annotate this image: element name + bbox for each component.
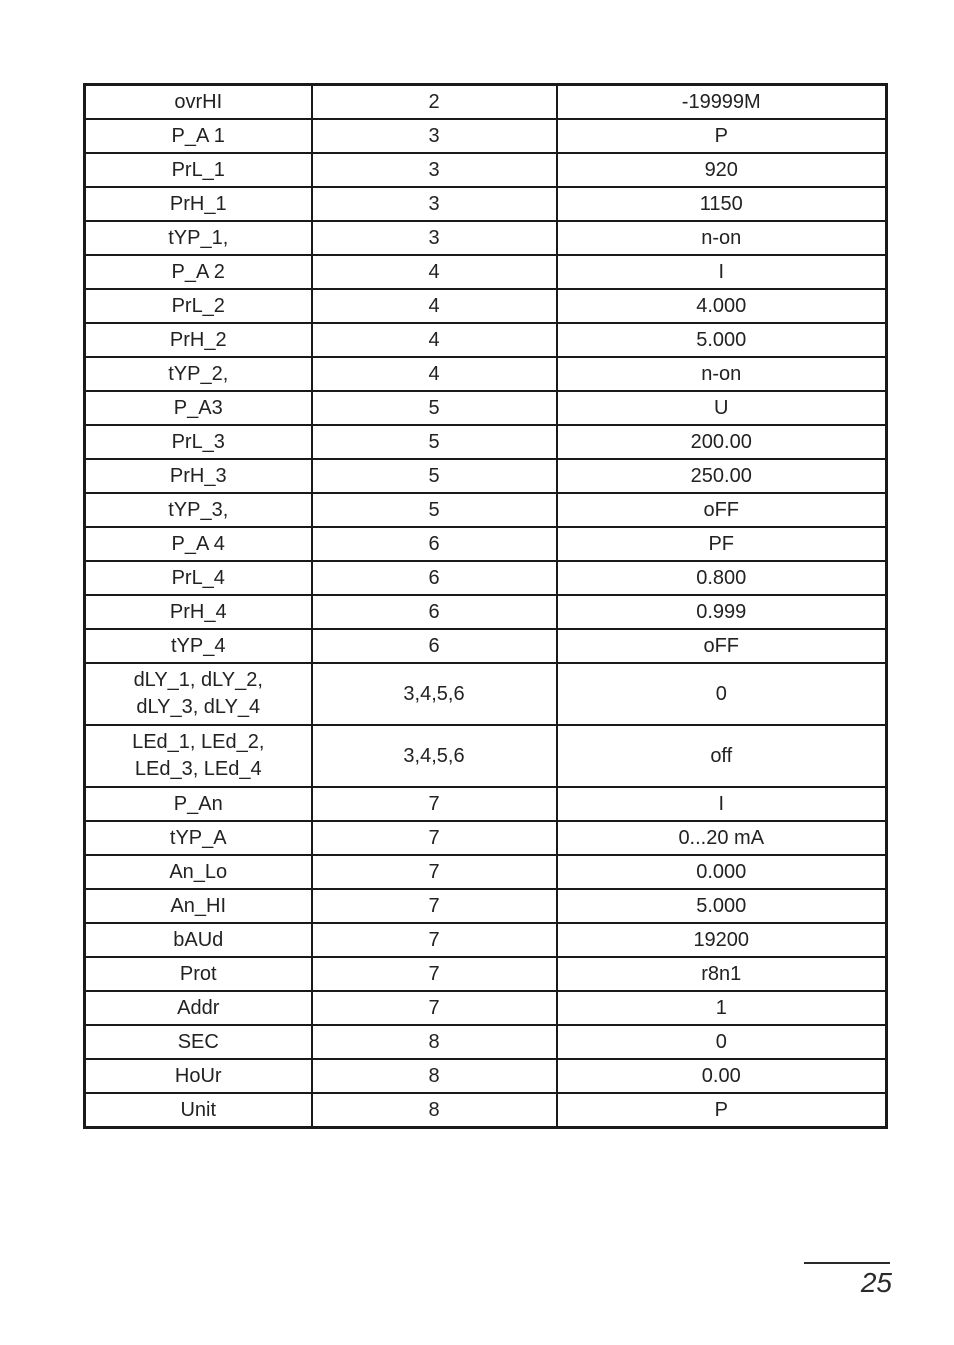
table-row: [85, 493, 887, 527]
param-cell: [85, 663, 312, 725]
param-cell: P_A 4: [85, 527, 312, 561]
parameter-table: [83, 83, 888, 1129]
table-row: [85, 1093, 887, 1128]
table-row: [85, 561, 887, 595]
value-cell: P: [557, 119, 887, 153]
param-cell: bAUd: [85, 923, 312, 957]
step-cell: 6: [312, 595, 557, 629]
value-cell: 1: [557, 991, 887, 1025]
step-cell: 5: [312, 459, 557, 493]
step-cell: 6: [312, 527, 557, 561]
table-row: [85, 391, 887, 425]
param-cell: PrL_1: [85, 153, 312, 187]
step-cell: 5: [312, 493, 557, 527]
param-line: dLY_3, dLY_4: [136, 696, 261, 718]
value-cell: 0.00: [557, 1059, 887, 1093]
param-cell: ovrHI: [85, 85, 312, 120]
param-cell: PrH_4: [85, 595, 312, 629]
step-cell: 4: [312, 289, 557, 323]
table-row: [85, 957, 887, 991]
value-cell: U: [557, 391, 887, 425]
param-cell: tYP_4: [85, 629, 312, 663]
step-cell: 7: [312, 991, 557, 1025]
param-cell: An_Lo: [85, 855, 312, 889]
step-cell: 7: [312, 821, 557, 855]
param-cell: P_A 2: [85, 255, 312, 289]
value-cell: 5.000: [557, 889, 887, 923]
step-cell: 6: [312, 629, 557, 663]
param-line: dLY_1, dLY_2,: [133, 669, 263, 691]
table-row: [85, 221, 887, 255]
table-row: [85, 289, 887, 323]
value-cell: 19200: [557, 923, 887, 957]
table-row: [85, 725, 887, 787]
table-row: [85, 425, 887, 459]
step-cell: 7: [312, 923, 557, 957]
table-row: [85, 85, 887, 120]
param-cell: Addr: [85, 991, 312, 1025]
page-number: 25: [860, 1267, 892, 1298]
table-row: [85, 991, 887, 1025]
value-cell: n-on: [557, 221, 887, 255]
step-cell: 8: [312, 1059, 557, 1093]
value-cell: 0.999: [557, 595, 887, 629]
step-cell: 5: [312, 425, 557, 459]
param-cell: PrL_2: [85, 289, 312, 323]
value-cell: I: [557, 255, 887, 289]
param-cell: SEC: [85, 1025, 312, 1059]
step-cell: 3,4,5,6: [312, 725, 557, 787]
value-cell: 250.00: [557, 459, 887, 493]
table-row: [85, 459, 887, 493]
step-cell: 3: [312, 221, 557, 255]
step-cell: 7: [312, 889, 557, 923]
table-row: [85, 1025, 887, 1059]
value-cell: 0: [557, 1025, 887, 1059]
table-row: [85, 595, 887, 629]
step-cell: 4: [312, 323, 557, 357]
table-row: [85, 255, 887, 289]
value-cell: 1150: [557, 187, 887, 221]
param-cell: tYP_1,: [85, 221, 312, 255]
value-cell: I: [557, 787, 887, 821]
value-cell: 200.00: [557, 425, 887, 459]
table-row: [85, 889, 887, 923]
param-cell: tYP_2,: [85, 357, 312, 391]
param-cell: HoUr: [85, 1059, 312, 1093]
step-cell: 7: [312, 787, 557, 821]
value-cell: 0.800: [557, 561, 887, 595]
step-cell: 3: [312, 187, 557, 221]
param-cell: [85, 725, 312, 787]
param-cell: P_A3: [85, 391, 312, 425]
step-cell: 6: [312, 561, 557, 595]
table-row: [85, 153, 887, 187]
step-cell: 3,4,5,6: [312, 663, 557, 725]
param-cell: Prot: [85, 957, 312, 991]
param-cell: PrH_3: [85, 459, 312, 493]
value-cell: n-on: [557, 357, 887, 391]
step-cell: 2: [312, 85, 557, 120]
value-cell: 0: [557, 663, 887, 725]
param-cell: An_HI: [85, 889, 312, 923]
parameter-table-body: [85, 85, 887, 1128]
param-cell: PrH_2: [85, 323, 312, 357]
param-cell: Unit: [85, 1093, 312, 1128]
table-row: [85, 663, 887, 725]
table-row: [85, 527, 887, 561]
step-cell: 4: [312, 255, 557, 289]
table-row: [85, 1059, 887, 1093]
table-row: [85, 629, 887, 663]
step-cell: 8: [312, 1093, 557, 1128]
value-cell: r8n1: [557, 957, 887, 991]
param-cell: tYP_3,: [85, 493, 312, 527]
value-cell: 0.000: [557, 855, 887, 889]
value-cell: -19999M: [557, 85, 887, 120]
table-row: [85, 923, 887, 957]
param-line: LEd_3, LEd_4: [134, 758, 262, 780]
table-row: [85, 357, 887, 391]
param-cell: tYP_A: [85, 821, 312, 855]
value-cell: 5.000: [557, 323, 887, 357]
table-row: [85, 821, 887, 855]
table-row: [85, 187, 887, 221]
value-cell: 920: [557, 153, 887, 187]
value-cell: P: [557, 1093, 887, 1128]
table-row: [85, 323, 887, 357]
step-cell: 5: [312, 391, 557, 425]
param-cell: PrL_3: [85, 425, 312, 459]
table-row: [85, 787, 887, 821]
value-cell: 4.000: [557, 289, 887, 323]
param-line: LEd_1, LEd_2,: [132, 731, 265, 753]
param-cell: PrH_1: [85, 187, 312, 221]
table-row: [85, 119, 887, 153]
step-cell: 3: [312, 153, 557, 187]
param-cell: P_An: [85, 787, 312, 821]
step-cell: 7: [312, 957, 557, 991]
value-cell: 0...20 mA: [557, 821, 887, 855]
step-cell: 8: [312, 1025, 557, 1059]
value-cell: off: [557, 725, 887, 787]
param-cell: PrL_4: [85, 561, 312, 595]
table-row: [85, 855, 887, 889]
step-cell: 7: [312, 855, 557, 889]
value-cell: PF: [557, 527, 887, 561]
step-cell: 3: [312, 119, 557, 153]
param-cell: P_A 1: [85, 119, 312, 153]
step-cell: 4: [312, 357, 557, 391]
value-cell: oFF: [557, 493, 887, 527]
value-cell: oFF: [557, 629, 887, 663]
page-number-rule: [804, 1262, 890, 1264]
